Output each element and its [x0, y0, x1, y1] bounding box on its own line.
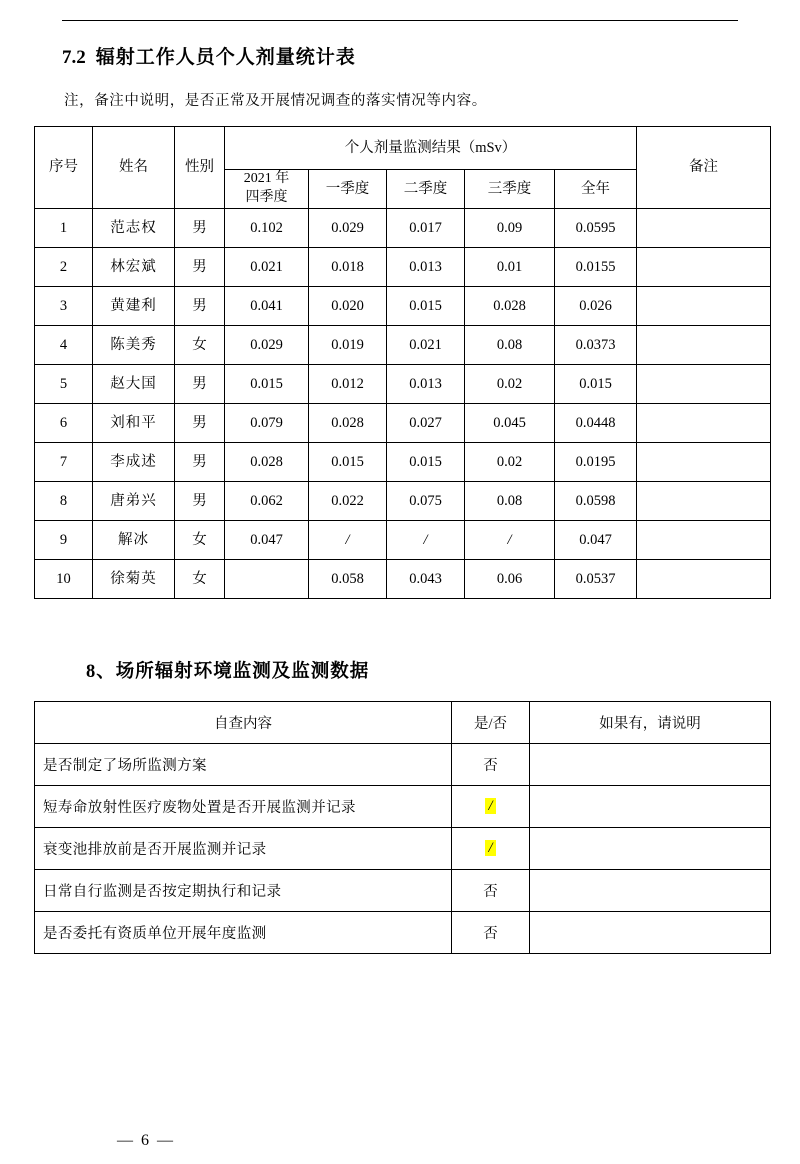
cell-q4-2021: 0.015 — [225, 365, 309, 404]
cell-q3: / — [465, 521, 555, 560]
table-row — [35, 482, 771, 521]
section-8-title: 8、场所辐射环境监测及监测数据 — [86, 662, 370, 682]
cell-seq: 1 — [35, 209, 93, 248]
cell-gender: 男 — [175, 287, 225, 326]
cell-seq: 8 — [35, 482, 93, 521]
cell-q1: 0.028 — [309, 404, 387, 443]
cell-name: 刘和平 — [93, 404, 175, 443]
table-row — [35, 443, 771, 482]
cell-year: 0.0155 — [555, 248, 637, 287]
cell-explain — [530, 786, 771, 828]
cell-q3: 0.08 — [465, 482, 555, 521]
col-header-gender: 性别 — [175, 127, 225, 209]
cell-gender: 男 — [175, 443, 225, 482]
page-footer — [0, 1132, 800, 1150]
cell-q4-2021: 0.102 — [225, 209, 309, 248]
col-header-remark: 备注 — [637, 127, 771, 209]
cell-item: 短寿命放射性医疗废物处置是否开展监测并记录 — [35, 786, 452, 828]
col-header-yesno: 是/否 — [452, 702, 530, 744]
personal-dose-table — [34, 126, 771, 599]
cell-remark — [637, 248, 771, 287]
cell-q4-2021: 0.028 — [225, 443, 309, 482]
col-header-q4-2021: 2021 年 四季度 — [225, 170, 309, 209]
table-row — [35, 365, 771, 404]
cell-q1: 0.018 — [309, 248, 387, 287]
cell-remark — [637, 365, 771, 404]
cell-gender: 男 — [175, 404, 225, 443]
table-row — [35, 209, 771, 248]
section-7-2-note: 注，备注中说明，是否正常及开展情况调查的落实情况等内容。 — [64, 93, 487, 109]
col-header-item: 自查内容 — [35, 702, 452, 744]
cell-seq: 5 — [35, 365, 93, 404]
cell-name: 范志权 — [93, 209, 175, 248]
table-row — [35, 828, 771, 870]
table-header-row-1 — [35, 127, 771, 170]
cell-year: 0.047 — [555, 521, 637, 560]
cell-name: 陈美秀 — [93, 326, 175, 365]
cell-seq: 10 — [35, 560, 93, 599]
highlight-mark: / — [485, 840, 495, 856]
environment-monitoring-table — [34, 701, 771, 954]
cell-q2: / — [387, 521, 465, 560]
cell-gender: 男 — [175, 248, 225, 287]
cell-q2: 0.013 — [387, 365, 465, 404]
cell-seq: 4 — [35, 326, 93, 365]
table-row — [35, 560, 771, 599]
cell-year: 0.0195 — [555, 443, 637, 482]
cell-q3: 0.06 — [465, 560, 555, 599]
cell-name: 林宏斌 — [93, 248, 175, 287]
cell-q3: 0.045 — [465, 404, 555, 443]
cell-year: 0.026 — [555, 287, 637, 326]
col-header-explain: 如果有，请说明 — [530, 702, 771, 744]
col-header-q3: 三季度 — [465, 170, 555, 209]
cell-yesno — [452, 786, 530, 828]
cell-name: 解冰 — [93, 521, 175, 560]
cell-q3: 0.02 — [465, 443, 555, 482]
cell-name: 唐弟兴 — [93, 482, 175, 521]
cell-q1: 0.020 — [309, 287, 387, 326]
cell-seq: 2 — [35, 248, 93, 287]
cell-q4-2021: 0.041 — [225, 287, 309, 326]
cell-q3: 0.09 — [465, 209, 555, 248]
cell-year: 0.0373 — [555, 326, 637, 365]
cell-q1: 0.022 — [309, 482, 387, 521]
cell-q4-2021: 0.079 — [225, 404, 309, 443]
cell-name: 徐菊英 — [93, 560, 175, 599]
cell-yesno: 否 — [452, 912, 530, 954]
cell-explain — [530, 912, 771, 954]
table-row — [35, 912, 771, 954]
cell-seq: 3 — [35, 287, 93, 326]
cell-yesno: 否 — [452, 744, 530, 786]
cell-remark — [637, 443, 771, 482]
header-rule — [62, 20, 738, 21]
cell-q4-2021: 0.021 — [225, 248, 309, 287]
cell-remark — [637, 482, 771, 521]
col-header-q2: 二季度 — [387, 170, 465, 209]
cell-q4-2021: 0.062 — [225, 482, 309, 521]
cell-seq: 7 — [35, 443, 93, 482]
cell-gender: 女 — [175, 560, 225, 599]
cell-remark — [637, 521, 771, 560]
cell-yesno — [452, 828, 530, 870]
cell-q4-2021: 0.047 — [225, 521, 309, 560]
col-header-name: 姓名 — [93, 127, 175, 209]
cell-remark — [637, 326, 771, 365]
cell-q2: 0.075 — [387, 482, 465, 521]
highlight-mark: / — [485, 798, 495, 814]
cell-seq: 9 — [35, 521, 93, 560]
cell-explain — [530, 870, 771, 912]
cell-remark — [637, 287, 771, 326]
cell-seq: 6 — [35, 404, 93, 443]
cell-q2: 0.027 — [387, 404, 465, 443]
cell-year: 0.0595 — [555, 209, 637, 248]
table-row — [35, 248, 771, 287]
cell-q2: 0.013 — [387, 248, 465, 287]
cell-explain — [530, 828, 771, 870]
cell-name: 黄建利 — [93, 287, 175, 326]
table-row — [35, 326, 771, 365]
cell-explain — [530, 744, 771, 786]
cell-name: 赵大国 — [93, 365, 175, 404]
cell-q1: 0.029 — [309, 209, 387, 248]
table-row — [35, 744, 771, 786]
cell-q3: 0.01 — [465, 248, 555, 287]
page-number: — 6 — — [117, 1132, 175, 1149]
cell-year: 0.0537 — [555, 560, 637, 599]
col-header-seq: 序号 — [35, 127, 93, 209]
cell-name: 李成述 — [93, 443, 175, 482]
cell-item: 是否委托有资质单位开展年度监测 — [35, 912, 452, 954]
cell-q2: 0.015 — [387, 443, 465, 482]
cell-gender: 男 — [175, 365, 225, 404]
table-header-row — [35, 702, 771, 744]
col-header-year: 全年 — [555, 170, 637, 209]
col-header-q1: 一季度 — [309, 170, 387, 209]
section-7-2-title — [30, 0, 770, 69]
cell-year: 0.0448 — [555, 404, 637, 443]
cell-q3: 0.028 — [465, 287, 555, 326]
cell-q4-2021 — [225, 560, 309, 599]
cell-q3: 0.02 — [465, 365, 555, 404]
cell-q1: 0.012 — [309, 365, 387, 404]
cell-year: 0.015 — [555, 365, 637, 404]
cell-q2: 0.017 — [387, 209, 465, 248]
cell-q1: / — [309, 521, 387, 560]
cell-q2: 0.021 — [387, 326, 465, 365]
cell-yesno: 否 — [452, 870, 530, 912]
table-row — [35, 521, 771, 560]
cell-gender: 男 — [175, 482, 225, 521]
section-title-text: 辐射工作人员个人剂量统计表 — [95, 47, 356, 68]
cell-q3: 0.08 — [465, 326, 555, 365]
cell-item: 日常自行监测是否按定期执行和记录 — [35, 870, 452, 912]
cell-q2: 0.015 — [387, 287, 465, 326]
table-row — [35, 786, 771, 828]
cell-remark — [637, 404, 771, 443]
cell-remark — [637, 209, 771, 248]
section-number: 7.2 — [62, 47, 86, 68]
cell-item: 衰变池排放前是否开展监测并记录 — [35, 828, 452, 870]
cell-year: 0.0598 — [555, 482, 637, 521]
cell-gender: 女 — [175, 521, 225, 560]
cell-gender: 男 — [175, 209, 225, 248]
table-row — [35, 404, 771, 443]
cell-q1: 0.019 — [309, 326, 387, 365]
cell-q2: 0.043 — [387, 560, 465, 599]
cell-q1: 0.015 — [309, 443, 387, 482]
table-row — [35, 870, 771, 912]
cell-q1: 0.058 — [309, 560, 387, 599]
table-row — [35, 287, 771, 326]
cell-remark — [637, 560, 771, 599]
cell-q4-2021: 0.029 — [225, 326, 309, 365]
cell-gender: 女 — [175, 326, 225, 365]
col-header-dose-group: 个人剂量监测结果（mSv） — [225, 127, 637, 170]
cell-item: 是否制定了场所监测方案 — [35, 744, 452, 786]
